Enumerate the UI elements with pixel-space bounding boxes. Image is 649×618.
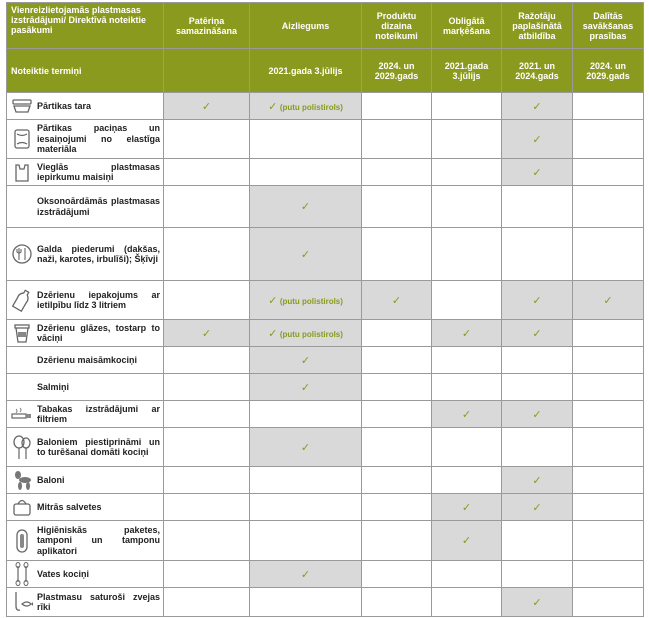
table-row <box>7 561 644 588</box>
cell-marking <box>432 467 502 494</box>
cell-separate-collection <box>573 320 644 347</box>
row-label: Baloniem piestiprināmi un to turēšanai domāti kociņi <box>37 436 160 457</box>
cell-ban <box>250 159 362 186</box>
check-icon: ✓ <box>532 501 542 514</box>
row-label: Higiēniskās paketes, tamponi un tamponu aplikatori <box>37 524 160 556</box>
check-icon: ✓ <box>268 100 278 113</box>
cell-design-requirements <box>362 588 432 617</box>
check-icon: ✓ <box>300 441 311 454</box>
cell-producer-responsibility <box>502 467 573 494</box>
bottle-icon <box>7 288 37 312</box>
measures-table <box>6 2 644 617</box>
cell-consumption-reduction <box>164 494 250 521</box>
header-products-measures: Vienreizlietojamās plastmasas izstrādājumi/ Direktīvā noteiktie pasākumi <box>7 3 164 49</box>
cell-marking <box>432 281 502 320</box>
cell-producer-responsibility <box>502 494 573 521</box>
check-icon: ✓ <box>603 294 613 307</box>
cell-producer-responsibility <box>502 428 573 467</box>
row-item <box>7 521 164 561</box>
balloon-sticks-icon <box>7 434 37 460</box>
cell-producer-responsibility <box>502 93 573 120</box>
cell-separate-collection <box>573 93 644 120</box>
check-icon: ✓ <box>300 381 311 394</box>
cell-producer-responsibility <box>502 320 573 347</box>
cell-marking <box>432 93 502 120</box>
cell-design-requirements <box>362 467 432 494</box>
row-item <box>7 281 164 320</box>
cell-producer-responsibility <box>502 228 573 281</box>
row-label: Tabakas izstrādājumi ar filtriem <box>37 403 160 424</box>
cell-separate-collection <box>573 228 644 281</box>
row-label: Galda piederumi (dakšas, naži, karotes, irbulīši); Šķīvji <box>37 243 160 264</box>
row-item <box>7 588 164 617</box>
cell-consumption-reduction <box>164 521 250 561</box>
check-icon: ✓ <box>201 100 212 113</box>
header-separate-collection: Dalītās savākšanas prasības <box>573 3 644 49</box>
cell-consumption-reduction <box>164 561 250 588</box>
bag-icon <box>7 161 37 183</box>
table-row <box>7 320 644 347</box>
cell-ban <box>250 401 362 428</box>
row-item <box>7 374 164 401</box>
cell-marking <box>432 120 502 159</box>
cigarette-icon <box>7 406 37 422</box>
table-row <box>7 521 644 561</box>
terms-row <box>7 49 644 93</box>
cell-ban <box>250 561 362 588</box>
cell-design-requirements <box>362 159 432 186</box>
term-value: 2021.gada 3.jūlijs <box>250 49 362 93</box>
wrapper-icon <box>7 128 37 150</box>
cell-consumption-reduction <box>164 374 250 401</box>
cell-consumption-reduction <box>164 228 250 281</box>
fishing-gear-icon <box>7 590 37 614</box>
cell-producer-responsibility <box>502 120 573 159</box>
term-value: 2024. un 2029.gads <box>362 49 432 93</box>
cell-consumption-reduction <box>164 588 250 617</box>
cell-producer-responsibility <box>502 521 573 561</box>
cell-separate-collection <box>573 561 644 588</box>
cup-icon <box>7 322 37 344</box>
cell-ban <box>250 467 362 494</box>
cell-design-requirements <box>362 561 432 588</box>
cell-marking <box>432 374 502 401</box>
row-label: Dzērienu maisāmkociņi <box>37 354 138 365</box>
row-item <box>7 93 164 120</box>
header-producer-responsibility: Ražotāju paplašinātā atbildība <box>502 3 573 49</box>
row-label: Dzērienu iepakojums ar ietilpību līdz 3 litriem <box>37 289 160 310</box>
cell-separate-collection <box>573 120 644 159</box>
cell-separate-collection <box>573 281 644 320</box>
cell-consumption-reduction <box>164 320 250 347</box>
cell-marking <box>432 588 502 617</box>
table-row <box>7 588 644 617</box>
table-row <box>7 428 644 467</box>
hygiene-icon <box>7 528 37 554</box>
cell-ban <box>250 120 362 159</box>
cell-consumption-reduction <box>164 120 250 159</box>
cell-separate-collection <box>573 588 644 617</box>
cell-note: (putu polistirols) <box>279 102 343 112</box>
row-label: Pārtikas paciņas un iesaiņojumi no elastīga materiāla <box>37 123 160 155</box>
cell-consumption-reduction <box>164 347 250 374</box>
cell-marking <box>432 228 502 281</box>
row-label: Oksonoārdāmās plastmasas izstrādājumi <box>37 196 160 217</box>
cell-marking <box>432 521 502 561</box>
cell-separate-collection <box>573 374 644 401</box>
check-icon: ✓ <box>300 201 311 213</box>
check-icon: ✓ <box>201 327 212 340</box>
row-item <box>7 320 164 347</box>
cell-ban <box>250 494 362 521</box>
check-icon: ✓ <box>300 354 311 367</box>
row-item <box>7 159 164 186</box>
row-item <box>7 401 164 428</box>
header-marking: Obligātā marķēšana <box>432 3 502 49</box>
term-value: 2024. un 2029.gads <box>573 49 644 93</box>
cell-marking <box>432 401 502 428</box>
cutlery-icon <box>7 243 37 265</box>
row-label: Vieglās plastmasas iepirkumu maisiņi <box>37 161 160 182</box>
cell-producer-responsibility <box>502 588 573 617</box>
cell-separate-collection <box>573 159 644 186</box>
cell-separate-collection <box>573 494 644 521</box>
row-item <box>7 428 164 467</box>
cell-consumption-reduction <box>164 93 250 120</box>
table-row <box>7 228 644 281</box>
cell-marking <box>432 494 502 521</box>
cell-marking <box>432 561 502 588</box>
table-row <box>7 186 644 228</box>
term-value: 2021.gada 3.jūlijs <box>432 49 502 93</box>
terms-label: Noteiktie termiņi <box>7 49 164 93</box>
cell-design-requirements <box>362 186 432 228</box>
check-icon: ✓ <box>461 501 472 514</box>
row-label: Salmiņi <box>37 381 70 392</box>
row-item <box>7 228 164 281</box>
cell-note: (putu polistirols) <box>279 329 343 339</box>
cell-ban <box>250 428 362 467</box>
cell-design-requirements <box>362 401 432 428</box>
cell-design-requirements <box>362 374 432 401</box>
check-icon: ✓ <box>532 294 542 307</box>
cell-ban <box>250 281 362 320</box>
cell-separate-collection <box>573 401 644 428</box>
check-icon: ✓ <box>532 327 542 340</box>
cell-design-requirements <box>362 521 432 561</box>
cell-consumption-reduction <box>164 428 250 467</box>
cell-separate-collection <box>573 467 644 494</box>
cell-consumption-reduction <box>164 467 250 494</box>
cell-marking <box>432 320 502 347</box>
check-icon: ✓ <box>532 596 542 609</box>
check-icon: ✓ <box>268 294 278 307</box>
balloon-animal-icon <box>7 469 37 491</box>
check-icon: ✓ <box>300 568 311 581</box>
check-icon: ✓ <box>461 535 472 547</box>
cell-ban <box>250 374 362 401</box>
table-row <box>7 159 644 186</box>
cell-producer-responsibility <box>502 374 573 401</box>
header-ban: Aizliegums <box>250 3 362 49</box>
check-icon: ✓ <box>532 166 542 179</box>
table-row <box>7 93 644 120</box>
table-row <box>7 401 644 428</box>
row-item <box>7 186 164 228</box>
cell-design-requirements <box>362 428 432 467</box>
cell-separate-collection <box>573 521 644 561</box>
row-item <box>7 120 164 159</box>
cell-producer-responsibility <box>502 347 573 374</box>
row-label: Pārtikas tara <box>37 100 92 111</box>
cell-marking <box>432 347 502 374</box>
check-icon: ✓ <box>532 474 542 487</box>
cell-marking <box>432 159 502 186</box>
check-icon: ✓ <box>300 248 311 261</box>
header-consumption-reduction: Patēriņa samazināšana <box>164 3 250 49</box>
row-item <box>7 467 164 494</box>
row-label: Mitrās salvetes <box>37 501 102 512</box>
cell-design-requirements <box>362 281 432 320</box>
check-icon: ✓ <box>532 408 542 421</box>
cell-marking <box>432 428 502 467</box>
cell-separate-collection <box>573 186 644 228</box>
cotton-buds-icon <box>7 562 37 586</box>
food-container-icon <box>7 97 37 115</box>
check-icon: ✓ <box>532 133 542 146</box>
table-row <box>7 281 644 320</box>
cell-design-requirements <box>362 120 432 159</box>
term-value <box>164 49 250 93</box>
check-icon: ✓ <box>391 294 402 307</box>
table-row <box>7 120 644 159</box>
cell-consumption-reduction <box>164 281 250 320</box>
row-label: Vates kociņi <box>37 568 90 579</box>
header-design-requirements: Produktu dizaina noteikumi <box>362 3 432 49</box>
check-icon: ✓ <box>532 100 542 113</box>
cell-design-requirements <box>362 228 432 281</box>
cell-producer-responsibility <box>502 159 573 186</box>
cell-ban <box>250 347 362 374</box>
cell-ban <box>250 320 362 347</box>
check-icon: ✓ <box>461 408 472 421</box>
cell-producer-responsibility <box>502 561 573 588</box>
cell-design-requirements <box>362 347 432 374</box>
row-item <box>7 347 164 374</box>
cell-ban <box>250 93 362 120</box>
cell-ban <box>250 186 362 228</box>
cell-producer-responsibility <box>502 401 573 428</box>
cell-consumption-reduction <box>164 401 250 428</box>
check-icon: ✓ <box>461 327 472 340</box>
term-value: 2021. un 2024.gads <box>502 49 573 93</box>
cell-note: (putu polistirols) <box>279 296 343 306</box>
cell-ban <box>250 521 362 561</box>
row-label: Dzērienu glāzes, tostarp to vāciņi <box>37 322 160 343</box>
cell-producer-responsibility <box>502 186 573 228</box>
cell-separate-collection <box>573 428 644 467</box>
cell-design-requirements <box>362 93 432 120</box>
check-icon: ✓ <box>268 327 278 340</box>
wipes-icon <box>7 496 37 518</box>
table-row <box>7 374 644 401</box>
cell-consumption-reduction <box>164 186 250 228</box>
cell-producer-responsibility <box>502 281 573 320</box>
cell-marking <box>432 186 502 228</box>
cell-ban <box>250 228 362 281</box>
cell-separate-collection <box>573 347 644 374</box>
row-label: Plastmasu saturoši zvejas rīki <box>37 591 160 612</box>
table-row <box>7 347 644 374</box>
table-row <box>7 467 644 494</box>
cell-design-requirements <box>362 494 432 521</box>
cell-consumption-reduction <box>164 159 250 186</box>
row-label: Baloni <box>37 474 65 485</box>
table-row <box>7 494 644 521</box>
row-item <box>7 561 164 588</box>
cell-ban <box>250 588 362 617</box>
cell-design-requirements <box>362 320 432 347</box>
row-item <box>7 494 164 521</box>
header-row <box>7 3 644 49</box>
